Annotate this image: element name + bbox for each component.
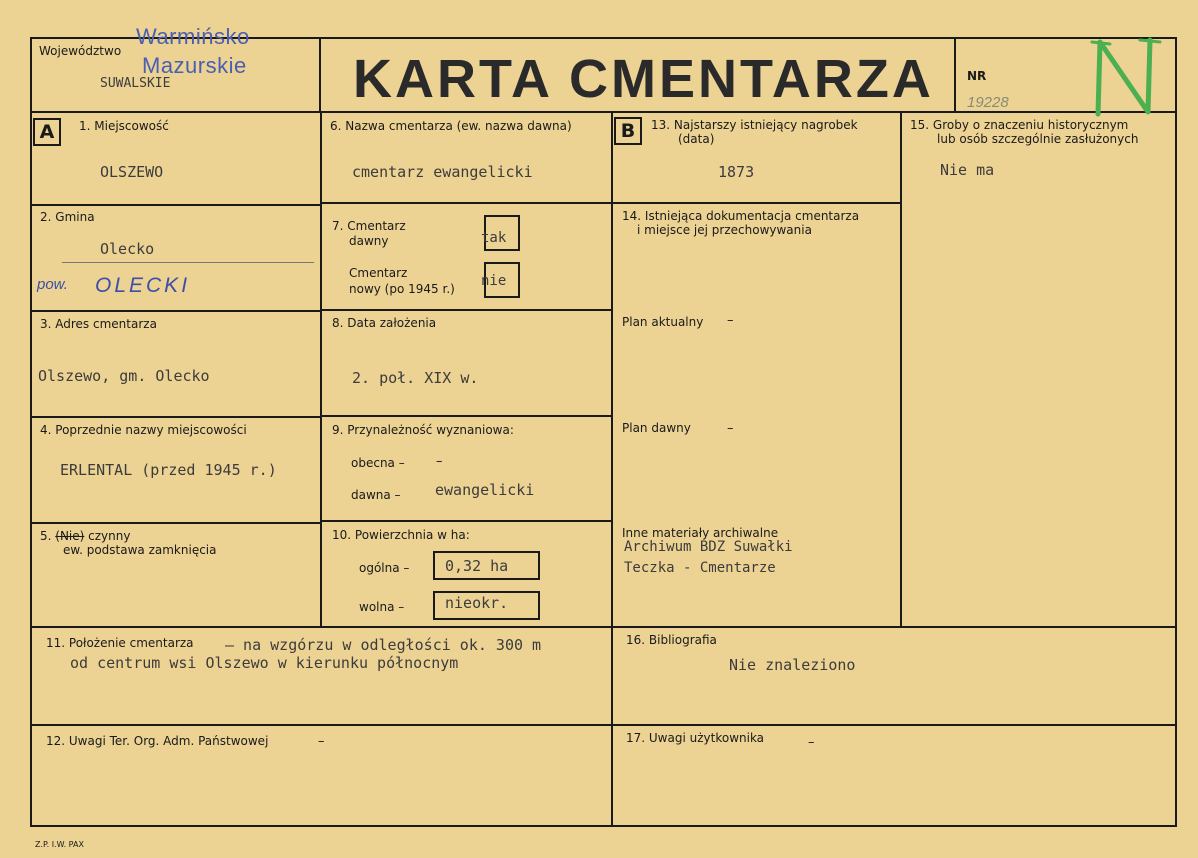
row-line (320, 415, 612, 417)
field-7-label-4: nowy (po 1945 r.) (349, 282, 455, 296)
stamp-line-1: Warmińsko (136, 24, 250, 49)
field-7-value-2: nie (481, 273, 507, 289)
field-1-value: OLSZEWO (100, 163, 164, 181)
card-title: KARTA CMENTARZA (353, 49, 934, 109)
field-9-label: 9. Przynależność wyznaniowa: (332, 423, 514, 437)
field-9-obecna-label: obecna – (351, 456, 405, 470)
row-line (611, 202, 901, 204)
field-8-label: 8. Data założenia (332, 316, 437, 330)
field-3-value: Olszewo, gm. Olecko (38, 367, 210, 385)
inne-materialy-value-1: Archiwum BDZ Suwałki (624, 539, 793, 555)
field-4-label: 4. Poprzednie nazwy miejscowości (40, 423, 247, 437)
field-13-label-2: (data) (678, 132, 715, 146)
field-14-label-1: 14. Istniejąca dokumentacja cmentarza (622, 209, 860, 223)
field-11-value-1: – na wzgórzu w odległości ok. 300 m (225, 636, 542, 654)
plan-dawny-value: – (727, 421, 734, 436)
green-n-mark (1090, 36, 1162, 118)
field-2-hand-prefix: pow. (37, 276, 68, 293)
column-divider-3 (900, 111, 902, 627)
field-8-value: 2. poł. XIX w. (352, 369, 479, 387)
row-line (30, 310, 321, 312)
header-separator-left (319, 37, 321, 112)
field-5-label-prefix: 5. (40, 529, 56, 543)
nr-label: NR (967, 69, 987, 83)
field-10-ogolna-label: ogólna – (359, 561, 410, 575)
field-11-value-2: od centrum wsi Olszewo w kierunku północnym (70, 654, 459, 672)
section-b-marker: B (614, 117, 642, 145)
field-5-label-struck: (Nie) (55, 529, 85, 543)
field-7-label-3: Cmentarz (349, 266, 408, 280)
printer-imprint: Z.P. I.W. PAX (35, 840, 84, 849)
field-17-label: 17. Uwagi użytkownika (626, 731, 765, 745)
field-2-value: Olecko (100, 240, 155, 258)
wojewodztwo-typed: SUWALSKIE (100, 76, 171, 91)
field-2-label: 2. Gmina (40, 210, 95, 224)
row-line (30, 522, 321, 524)
field-15-label-2: lub osób szczególnie zasłużonych (937, 132, 1139, 146)
header-divider (30, 111, 1177, 113)
stamp-line-2: Mazurskie (142, 53, 247, 78)
row-line (320, 309, 612, 311)
field-4-value: ERLENTAL (przed 1945 r.) (60, 461, 277, 479)
field-13-label-1: 13. Najstarszy istniejący nagrobek (651, 118, 858, 132)
row-line (30, 626, 1177, 628)
field-10-ogolna-value: 0,32 ha (445, 557, 509, 575)
field-7-label-2: dawny (349, 234, 389, 248)
field-17-value: – (808, 735, 815, 750)
field-13-value: 1873 (718, 163, 755, 181)
column-divider-2 (611, 111, 613, 827)
field-16-value: Nie znaleziono (729, 656, 856, 674)
field-6-label: 6. Nazwa cmentarza (ew. nazwa dawna) (330, 119, 572, 133)
field-15-value: Nie ma (940, 161, 995, 179)
plan-aktualny-label: Plan aktualny (622, 315, 704, 329)
inne-materialy-label: Inne materiały archiwalne (622, 526, 779, 540)
field-10-label: 10. Powierzchnia w ha: (332, 528, 470, 542)
row-line (320, 202, 612, 204)
gmina-underline (62, 262, 314, 263)
inne-materialy-value-2: Teczka - Cmentarze (624, 560, 776, 576)
header-separator-right (954, 37, 956, 112)
field-16-label: 16. Bibliografia (626, 633, 717, 647)
field-5-label (40, 529, 130, 543)
field-1-label: 1. Miejscowość (79, 119, 169, 133)
field-15-label-1: 15. Groby o znaczeniu historycznym (910, 118, 1129, 132)
plan-aktualny-value: – (727, 313, 734, 328)
plan-dawny-label: Plan dawny (622, 421, 691, 435)
field-10-wolna-label: wolna – (359, 600, 405, 614)
nr-pencil-number: 19228 (967, 94, 1009, 111)
field-12-value: – (318, 734, 325, 749)
section-a-marker: A (33, 118, 61, 146)
field-9-dawna-value: ewangelicki (435, 481, 535, 499)
wojewodztwo-label: Województwo (39, 44, 122, 58)
field-5-label-rest: czynny (84, 529, 131, 543)
row-line (30, 204, 321, 206)
field-7-value-1: tak (481, 230, 507, 246)
row-line (30, 724, 1177, 726)
row-line (30, 416, 321, 418)
row-line (320, 520, 612, 522)
field-5-label-2: ew. podstawa zamknięcia (63, 543, 217, 557)
field-14-label-2: i miejsce jej przechowywania (637, 223, 812, 237)
field-7-label-1: 7. Cmentarz (332, 219, 406, 233)
field-11-label: 11. Położenie cmentarza (46, 636, 194, 650)
field-9-dawna-label: dawna – (351, 488, 401, 502)
field-9-obecna-value: – (436, 454, 443, 469)
field-6-value: cmentarz ewangelicki (352, 163, 533, 181)
field-12-label: 12. Uwagi Ter. Org. Adm. Państwowej (46, 734, 269, 748)
field-3-label: 3. Adres cmentarza (40, 317, 157, 331)
field-10-wolna-value: nieokr. (445, 594, 509, 612)
column-divider-1 (320, 111, 322, 627)
field-2-hand-value: OLECKI (95, 274, 191, 297)
